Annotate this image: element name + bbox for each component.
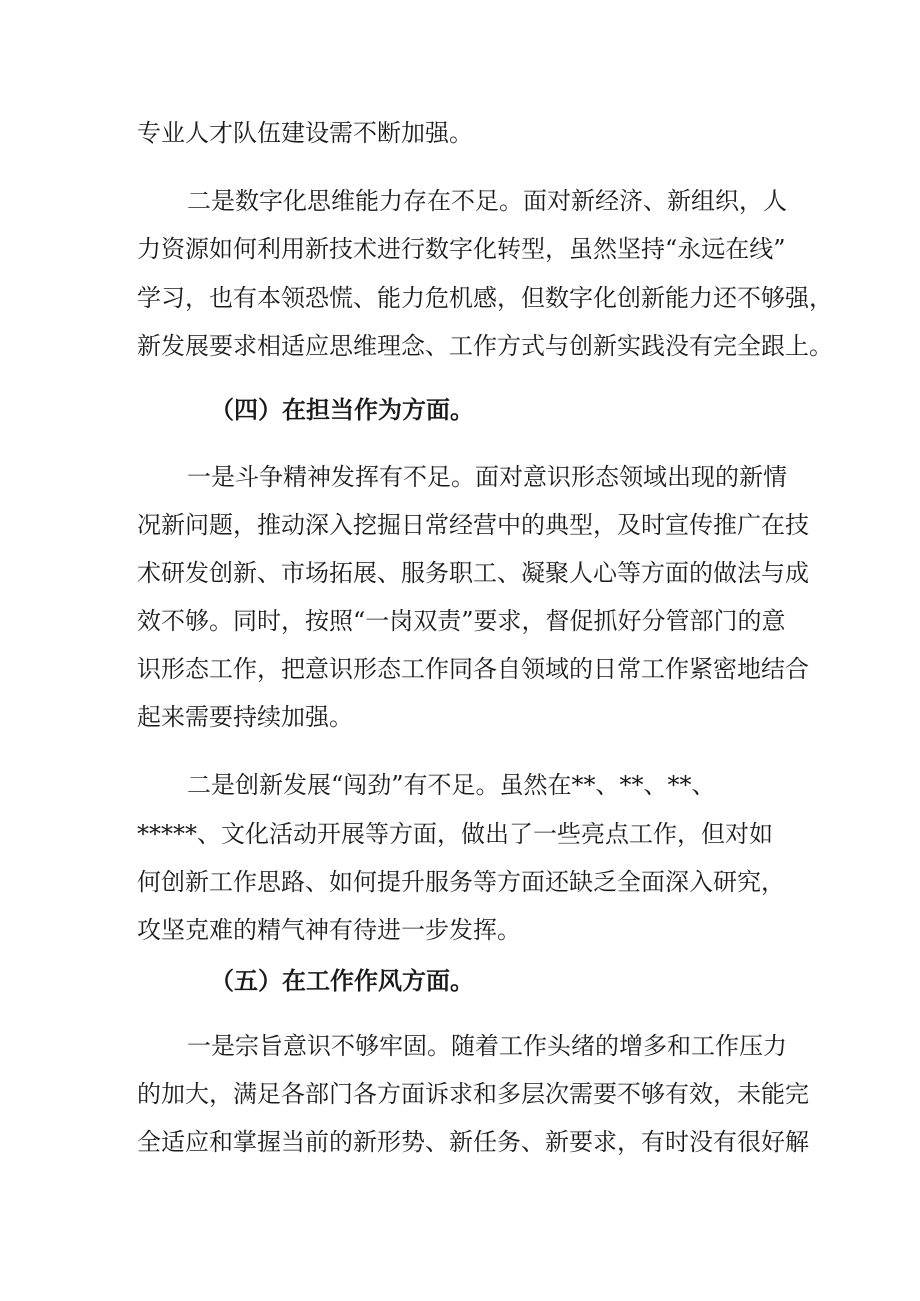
section-heading: （五）在工作作风方面。 — [210, 967, 474, 995]
paragraph-line: 况新问题，推动深入挖掘日常经营中的典型，及时宣传推广在技 — [137, 511, 809, 539]
paragraph-line: *****、文化活动开展等方面，做出了一些亮点工作，但对如 — [137, 820, 773, 848]
paragraph-line: 一是宗旨意识不够牢固。随着工作头绪的增多和工作压力 — [187, 1032, 787, 1060]
paragraph-line: 力资源如何利用新技术进行数字化转型，虽然坚持“永远在线” — [137, 235, 786, 263]
section-heading: （四）在担当作为方面。 — [210, 396, 474, 424]
paragraph-line: 的加大，满足各部门各方面诉求和多层次需要不够有效，未能完 — [137, 1080, 809, 1108]
paragraph-line: 攻坚克难的精气神有待进一步发挥。 — [137, 916, 521, 944]
paragraph-line: 专业人才队伍建设需不断加强。 — [137, 119, 473, 147]
paragraph-line: 效不够。同时，按照“一岗双责”要求，督促抓好分管部门的意 — [137, 607, 786, 635]
paragraph-line: 学习，也有本领恐慌、能力危机感，但数字化创新能力还不够强， — [137, 284, 833, 312]
paragraph-line: 识形态工作，把意识形态工作同各自领域的日常工作紧密地结合 — [137, 655, 809, 683]
paragraph-line: 二是创新发展“闯劲”有不足。虽然在**、**、**、 — [187, 771, 716, 799]
paragraph-line: 全适应和掌握当前的新形势、新任务、新要求，有时没有很好解 — [137, 1128, 809, 1156]
paragraph-line: 何创新工作思路、如何提升服务等方面还缺乏全面深入研究， — [137, 868, 785, 896]
paragraph-line: 二是数字化思维能力存在不足。面对新经济、新组织，人 — [187, 187, 787, 215]
paragraph-line: 一是斗争精神发挥有不足。面对意识形态领域出现的新情 — [187, 463, 787, 491]
paragraph-line: 新发展要求相适应思维理念、工作方式与创新实践没有完全跟上。 — [137, 332, 833, 360]
paragraph-line: 起来需要持续加强。 — [137, 703, 353, 731]
paragraph-line: 术研发创新、市场拓展、服务职工、凝聚人心等方面的做法与成 — [137, 559, 809, 587]
